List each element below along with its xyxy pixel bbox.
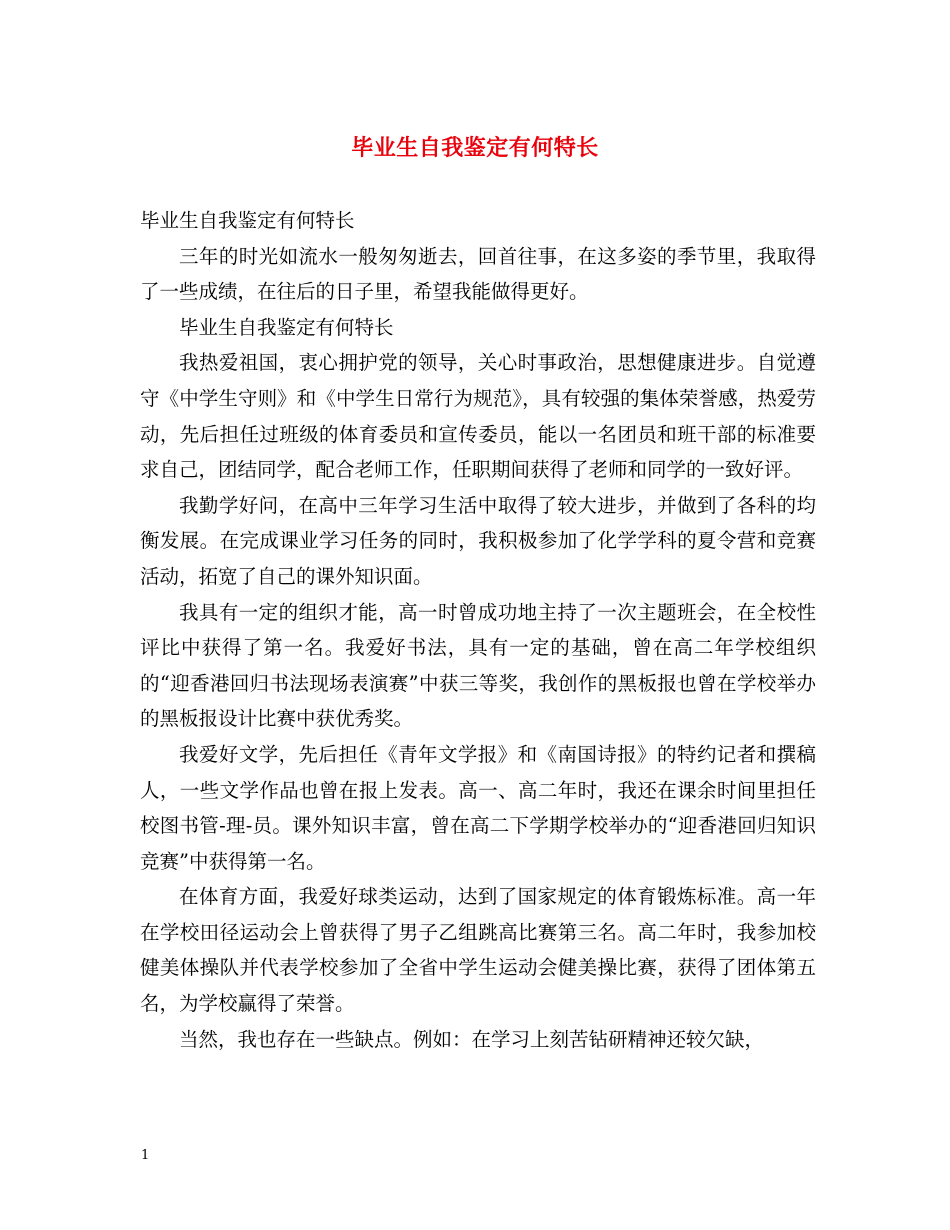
paragraph-study: 我勤学好问，在高中三年学习生活中取得了较大进步，并做到了各科的均衡发展。在完成课业学习任务的同时，我积极参加了化学学科的夏令营和竞赛活动，拓宽了自己的课外知识面。 [140, 493, 816, 588]
paragraph-subtitle: 毕业生自我鉴定有何特长 [140, 209, 355, 232]
document-title: 毕业生自我鉴定有何特长 [351, 135, 599, 161]
paragraph-sports: 在体育方面，我爱好球类运动，达到了国家规定的体育锻炼标准。高一年在学校田径运动会上曾获得了男子乙组跳高比赛第三名。高二年时，我参加校健美体操队并代表学校参加了全省中学生运动会健美操比赛，获得了团体第五名，为学校赢得了荣誉。 [140, 885, 816, 1016]
paragraph-patriotism: 我热爱祖国，衷心拥护党的领导，关心时事政治，思想健康进步。自觉遵守《中学生守则》和《中学生日常行为规范》，具有较强的集体荣誉感，热爱劳动，先后担任过班级的体育委员和宣传委员，能以一名团员和班干部的标准要求自己，团结同学，配合老师工作，任职期间获得了老师和同学的一致好评。 [140, 351, 816, 482]
paragraph-intro: 三年的时光如流水一般匆匆逝去，回首往事，在这多姿的季节里，我取得了一些成绩，在往后的日子里，希望我能做得更好。 [140, 244, 816, 304]
page-number: 1 [141, 1148, 150, 1163]
document-body [140, 203, 816, 1057]
paragraph-literature: 我爱好文学，先后担任《青年文学报》和《南国诗报》的特约记者和撰稿人，一些文学作品也曾在报上发表。高一、高二年时，我还在课余时间里担任校图书管-理-员。课外知识丰富，曾在高二下学期学校举办的“迎香港回归知识竞赛”中获得第一名。 [140, 742, 816, 873]
paragraph-shortcomings: 当然，我也存在一些缺点。例如：在学习上刻苦钻研精神还较欠缺， [179, 1027, 765, 1051]
paragraph-heading: 毕业生自我鉴定有何特长 [179, 315, 394, 339]
paragraph-organization: 我具有一定的组织才能，高一时曾成功地主持了一次主题班会，在全校性评比中获得了第一名。我爱好书法，具有一定的基础，曾在高二年学校组织的“迎香港回归书法现场表演赛”中获三等奖，我创作的黑板报也曾在学校举办的黑板报设计比赛中获优秀奖。 [140, 600, 816, 731]
